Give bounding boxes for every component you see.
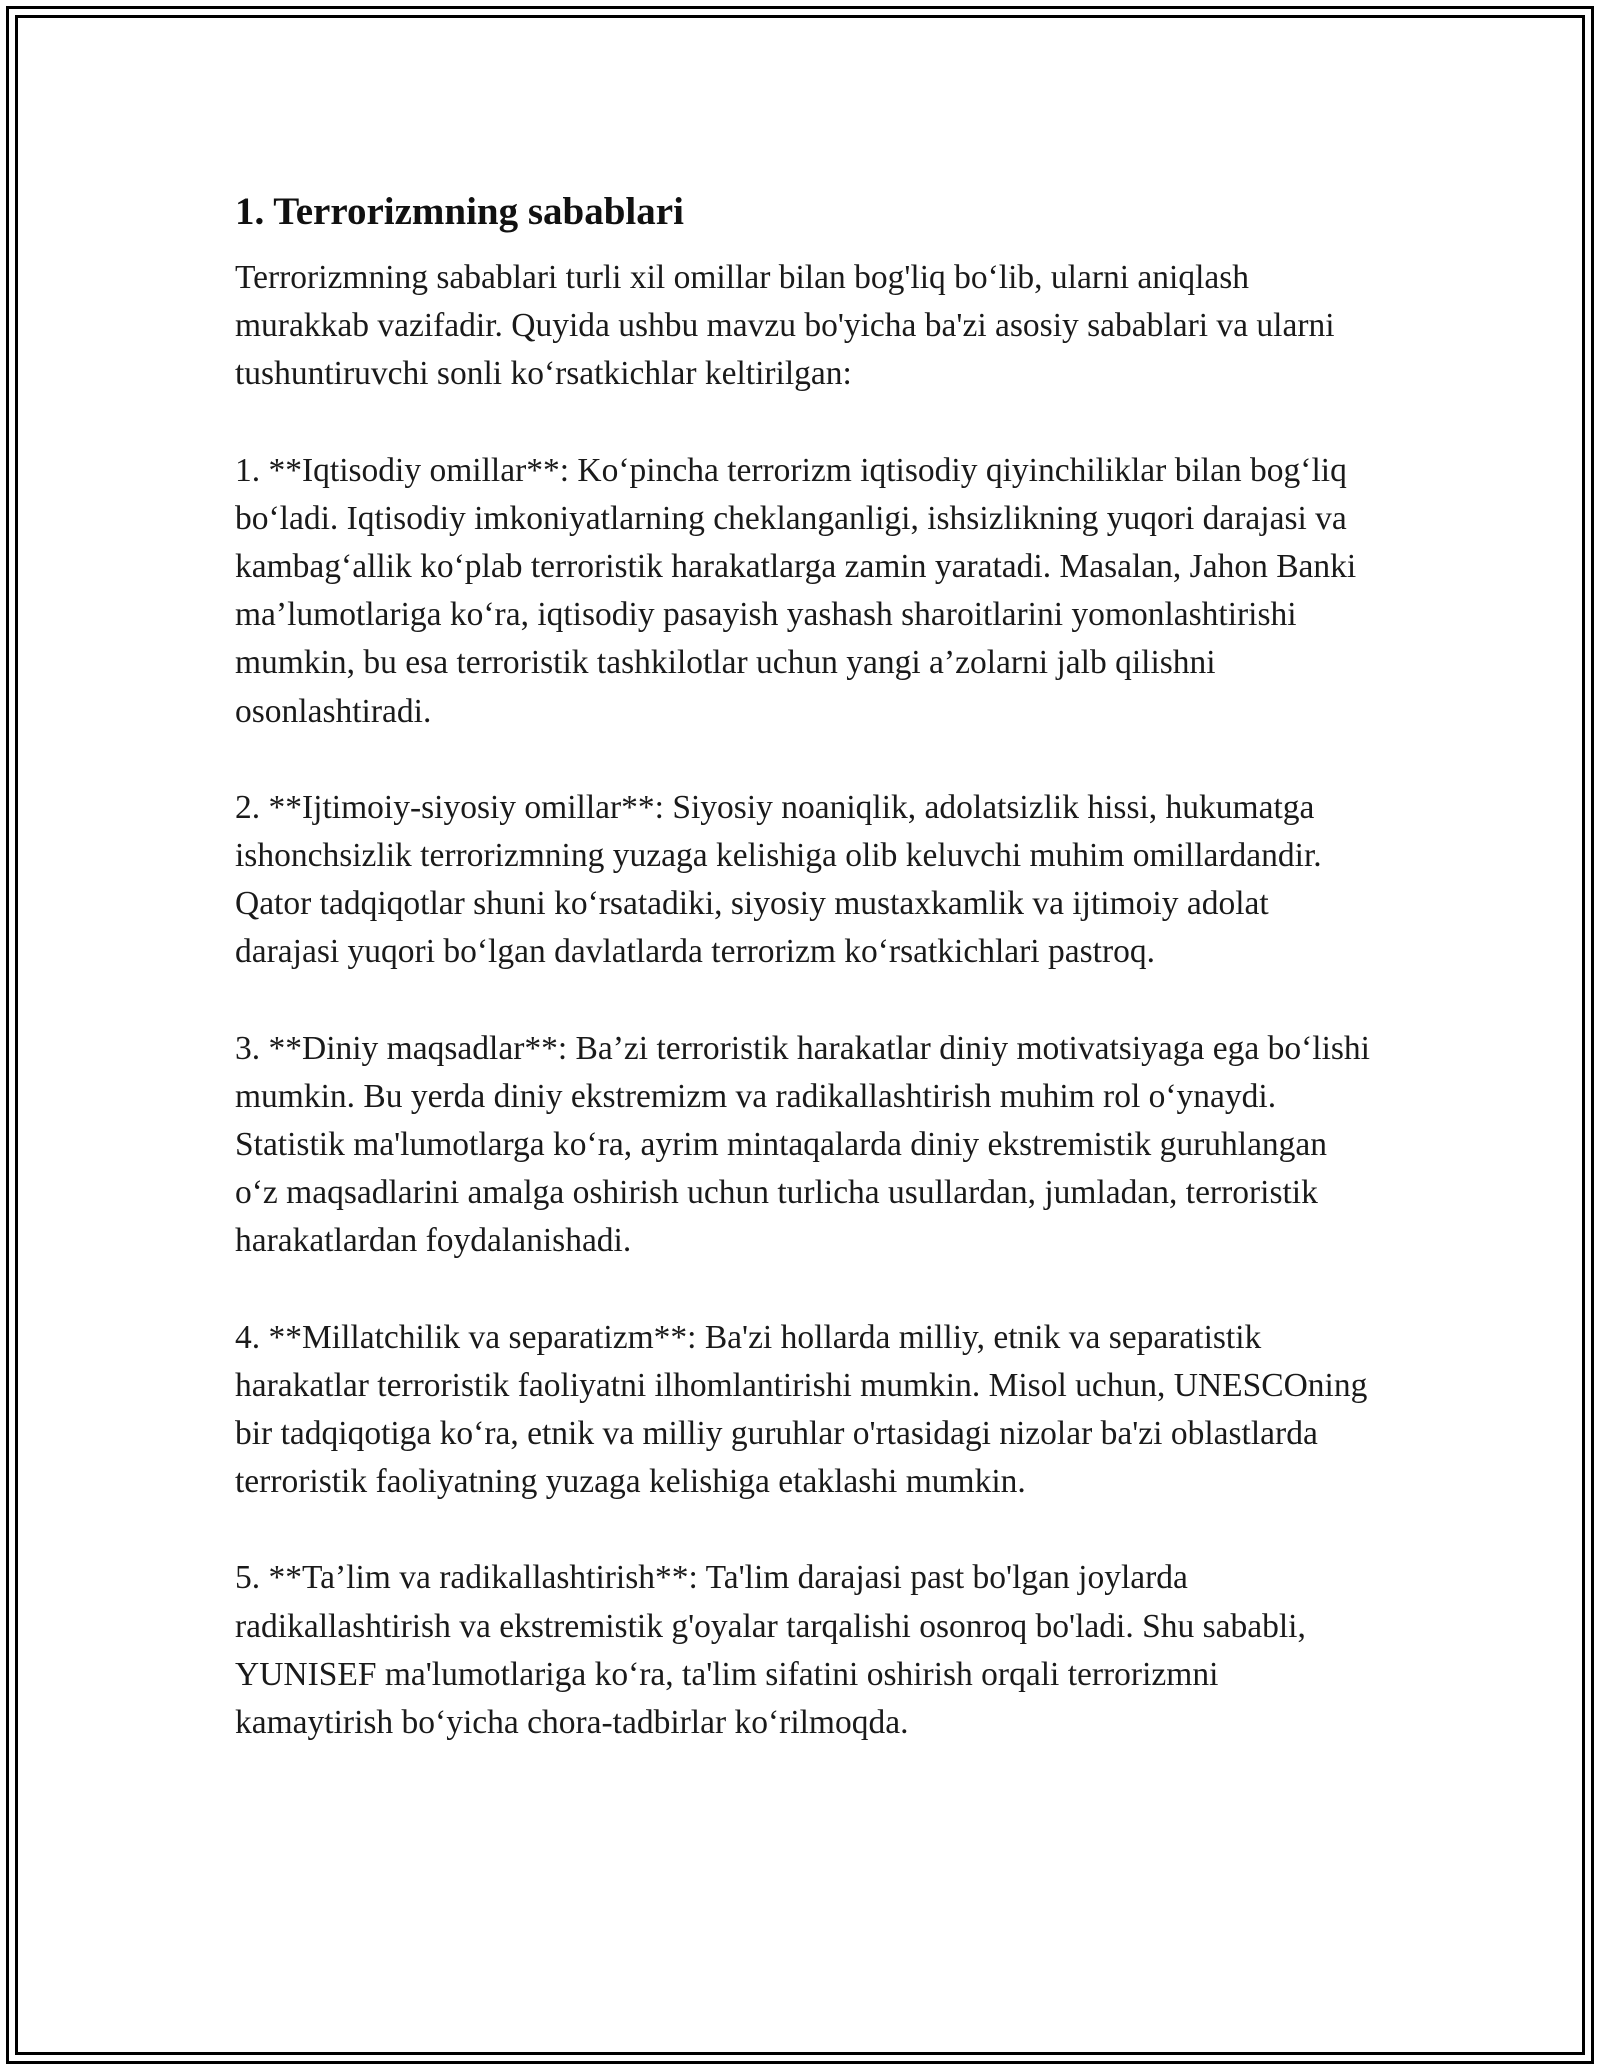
intro-paragraph: Terrorizmning sabablari turli xil omillar bilan bog'liq bo‘lib, ularni aniqlash murakkab vazifadir. Quyida ushbu mavzu bo'yicha ba'zi asosiy sabablari va ularni tushuntiruvchi sonli ko‘rsatkichlar keltirilgan: <box>235 259 1335 393</box>
list-item-nationalism-separatism: 4. **Millatchilik va separatizm**: Ba'zi hollarda milliy, etnik va separatistik harakatlar terroristik faoliyatni ilhomlantirishi mumkin. Misol uchun, UNESCOning bir tadqiqotiga ko‘ra, etnik va milliy guruhlar o'rtasidagi nizolar ba'zi oblastlarda terroristik faoliyatning yuzaga kelishiga etaklashi mumkin. <box>235 1318 1368 1501</box>
list-item-education-radicalization: 5. **Ta’lim va radikallashtirish**: Ta'lim darajasi past bo'lgan joylarda radikallashtirish va ekstremistik g'oyalar tarqalishi osonroq bo'ladi. Shu sababli, YUNISEF ma'lumotlariga ko‘ra, ta'lim sifatini oshirish orqali terrorizmni kamaytirish bo‘yicha chora-tadbirlar ko‘rilmoqda. <box>235 1559 1306 1742</box>
list-item-religious-goals: 3. **Diniy maqsadlar**: Ba’zi terroristik harakatlar diniy motivatsiyaga ega bo‘lishi mumkin. Bu yerda diniy ekstremizm va radikallashtirish muhim rol o‘ynaydi. Statistik ma'lumotlarga ko‘ra, ayrim mintaqalarda diniy ekstremistik guruhlangan o‘z maqsadlarini amalga oshirish uchun turlicha usullardan, jumladan, terroristik harakatlardan foydalanishadi. <box>235 1029 1370 1260</box>
section-heading: 1. Terrorizmning sabablari <box>235 190 684 233</box>
list-item-economic-factors: 1. **Iqtisodiy omillar**: Ko‘pincha terrorizm iqtisodiy qiyinchiliklar bilan bog‘liq bo‘ladi. Iqtisodiy imkoniyatlarning cheklanganligi, ishsizlikning yuqori darajasi va kambag‘allik ko‘plab terroristik harakatlarga zamin yaratadi. Masalan, Jahon Banki ma’lumotlariga ko‘ra, iqtisodiy pasayish yashash sharoitlarini yomonlashtirishi mumkin, bu esa terroristik tashkilotlar uchun yangi a’zolarni jalb qilishni osonlashtiradi. <box>235 451 1357 730</box>
list-item-socio-political-factors: 2. **Ijtimoiy-siyosiy omillar**: Siyosiy noaniqlik, adolatsizlik hissi, hukumatga ishonchsizlik terrorizmning yuzaga kelishiga olib keluvchi muhim omillardandir. Qator tadqiqotlar shuni ko‘rsatadiki, siyosiy mustaxkamlik va ijtimoiy adolat darajasi yuqori bo‘lgan davlatlarda terrorizm ko‘rsatkichlari pastroq. <box>235 788 1322 971</box>
document-body <box>235 186 1375 1747</box>
